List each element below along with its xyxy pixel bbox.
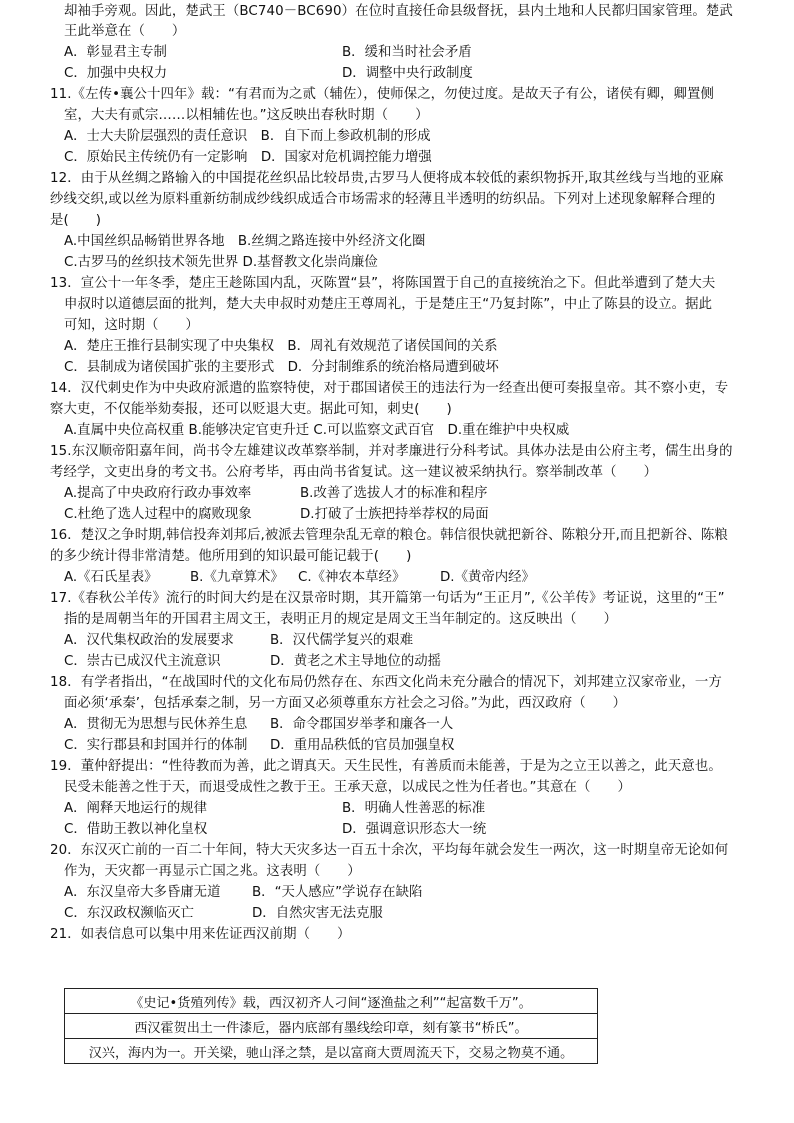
option: D.打破了士族把持举荐权的局面: [300, 507, 489, 522]
option: D．调整中央行政制度: [342, 66, 473, 81]
option: D.《黄帝内经》: [440, 570, 535, 585]
question-17-stem: 指的是周朝当年的开国君主周文王，表明正月的规定是周文王当年制定的。这反映出（ ）: [64, 612, 618, 627]
option: A．阐释天地运行的规律: [64, 801, 208, 816]
question-20-stem: 作为，天灾都一再显示亡国之兆。这表明（ ）: [64, 864, 361, 879]
question-12-stem: 纱线交织,或以丝为原料重新纺制成纱线织成适合市场需求的轻薄且半透明的纺织品。下列对上述现象解释合理的: [50, 192, 716, 207]
option: D．黄老之术主导地位的动摇: [270, 654, 441, 669]
option: D．自然灾害无法克服: [252, 906, 383, 921]
question-17-stem: 17.《春秋公羊传》流行的时间大约是在汉景帝时期，其开篇第一句话为“王正月”,《公羊传》考证说，这里的“王”: [50, 591, 725, 606]
question-10-stem: 王此举意在（ ）: [64, 24, 186, 39]
option: D．强调意识形态大一统: [342, 822, 487, 837]
option: B.《九章算术》: [190, 570, 284, 585]
table-row: [65, 1014, 598, 1039]
question-13-stem: 可知，这时期（ ）: [64, 318, 199, 333]
question-16-stem: 16．楚汉之争时期,韩信投奔刘邦后,被派去管理杂乱无章的粮仓。韩信很快就把新谷、陈粮分开,而且把新谷、陈粮: [50, 528, 728, 543]
option: A．东汉皇帝大多昏庸无道: [64, 885, 221, 900]
question-15-stem: 15.东汉顺帝阳嘉年间，尚书令左雄建议改革察举制，并对孝廉进行分科考试。具体办法是由公府主考，儒生出身的: [50, 444, 733, 459]
option: C．东汉政权濒临灭亡: [64, 906, 194, 921]
source-table: [64, 988, 598, 1064]
question-13-stem: 申叔时以道德层面的批判，楚大夫申叔时劝楚庄王尊周礼，于是楚庄王“乃复封陈”，中止了陈县的设立。据此: [64, 297, 713, 312]
question-19-stem: 民受未能善之性于天，而退受成性之教于王。王承天意，以成民之性为任者也。”其意在（ ）: [64, 780, 631, 795]
question-20-stem: 20．东汉灭亡前的一百二十年间，特大天灾多达一百五十余次，平均每年就会发生一两次，这一时期皇帝无论如何: [50, 843, 729, 858]
question-11-stem: 室，大夫有贰宗……以相辅佐也。”这反映出春秋时期（ ）: [64, 108, 429, 123]
option: A.直属中央位高权重 B.能够决定官吏升迁 C.可以监察文武百官 D.重在维护中央权威: [64, 423, 570, 438]
option: A.提高了中央政府行政办事效率: [64, 486, 252, 501]
option: A．楚庄王推行县制实现了中央集权 B．周礼有效规范了诸侯国间的关系: [64, 339, 498, 354]
option: B.改善了选拔人才的标准和程序: [300, 486, 488, 501]
question-13-stem: 13．宣公十一年冬季，楚庄王趁陈国内乱，灭陈置“县”，将陈国置于自己的直接统治之下。但此举遭到了楚大夫: [50, 276, 716, 291]
option: C.杜绝了选人过程中的腐败现象: [64, 507, 252, 522]
option: B．明确人性善恶的标准: [342, 801, 486, 816]
option: B．缓和当时社会矛盾: [342, 45, 472, 60]
table-row: [65, 1039, 598, 1064]
question-12-stem: 是( ): [50, 213, 102, 228]
option: B．“天人感应”学说存在缺陷: [252, 885, 423, 900]
option: A．汉代集权政治的发展要求: [64, 633, 234, 648]
question-16-stem: 的多少统计得非常清楚。他所用到的知识最可能记载于( ): [50, 549, 412, 564]
option: C．借助王教以神化皇权: [64, 822, 208, 837]
table-cell: 西汉霍贺出土一件漆卮，器内底部有墨线绘印章，刻有篆书“桥氏”。: [65, 1014, 598, 1039]
option: C．加强中央权力: [64, 66, 168, 81]
question-12-stem: 12．由于从丝绸之路输入的中国提花丝织品比较昂贵,古罗马人便将成本较低的素织物拆开,取其丝线与当地的亚麻: [50, 171, 724, 186]
option: A.《石氏星表》: [64, 570, 158, 585]
option: B．命令郡国岁举孝和廉各一人: [270, 717, 454, 732]
question-21-stem: 21．如表信息可以集中用来佐证西汉前期（ ）: [50, 927, 351, 942]
question-11-stem: 11.《左传•襄公十四年》载：“有君而为之贰（辅佐），使师保之，勿使过度。是故天子有公，诸侯有卿，卿置侧: [50, 87, 714, 102]
table-row: [65, 989, 598, 1014]
question-18-stem: 面必须‘承秦’，包括承秦之制，另一方面又必须尊重东方社会之习俗。”为此，西汉政府（ ）: [64, 696, 627, 711]
option: C．实行郡县和封国并行的体制: [64, 738, 248, 753]
question-14-stem: 察大吏，不仅能举劾奏报，还可以贬退大吏。据此可知，刺史( ): [50, 402, 452, 417]
option: A．彰显君主专制: [64, 45, 167, 60]
option: A.中国丝织品畅销世界各地 B.丝绸之路连接中外经济文化圈: [64, 234, 426, 249]
option: C．崇古已成汉代主流意识: [64, 654, 221, 669]
option: C.古罗马的丝织技术领先世界 D.基督教文化崇尚廉俭: [64, 255, 378, 270]
option: C．县制成为诸侯国扩张的主要形式 D．分封制维系的统治格局遭到破坏: [64, 360, 499, 375]
option: A．贯彻无为思想与民休养生息: [64, 717, 248, 732]
table-cell: 《史记•货殖列传》载，西汉初齐人刁间“逐渔盐之利”“起富数千万”。: [65, 989, 598, 1014]
question-14-stem: 14．汉代刺史作为中央政府派遣的监察特使，对于郡国诸侯王的违法行为一经查出便可奏报皇帝。其不察小吏，专: [50, 381, 729, 396]
question-19-stem: 19．董仲舒提出：“性待教而为善，此之谓真天。天生民性，有善质而未能善，于是为之立王以善之，此天意也。: [50, 759, 722, 774]
question-18-stem: 18．有学者指出，“在战国时代的文化布局仍然存在、东西文化尚未充分融合的情况下，刘邦建立汉家帝业，一方: [50, 675, 722, 690]
option: D．重用品秩低的官员加强皇权: [270, 738, 455, 753]
option: B．汉代儒学复兴的艰难: [270, 633, 414, 648]
option: C.《神农本草经》: [298, 570, 406, 585]
question-15-stem: 考经学，文吏出身的考文书。公府考毕，再由尚书省复试。这一建议被采纳执行。察举制改革（ ）: [50, 465, 658, 480]
option: A．士大夫阶层强烈的责任意识 B．自下而上参政机制的形成: [64, 129, 431, 144]
table-cell: 汉兴，海内为一。开关梁，驰山泽之禁，是以富商大贾周流天下，交易之物莫不通。: [65, 1039, 598, 1064]
question-10-stem: 却袖手旁观。因此，楚武王（BC740－BC690）在位时直接任命县级督抚，县内土地和人民都归国家管理。楚武: [64, 4, 733, 19]
option: C．原始民主传统仍有一定影响 D．国家对危机调控能力增强: [64, 150, 432, 165]
